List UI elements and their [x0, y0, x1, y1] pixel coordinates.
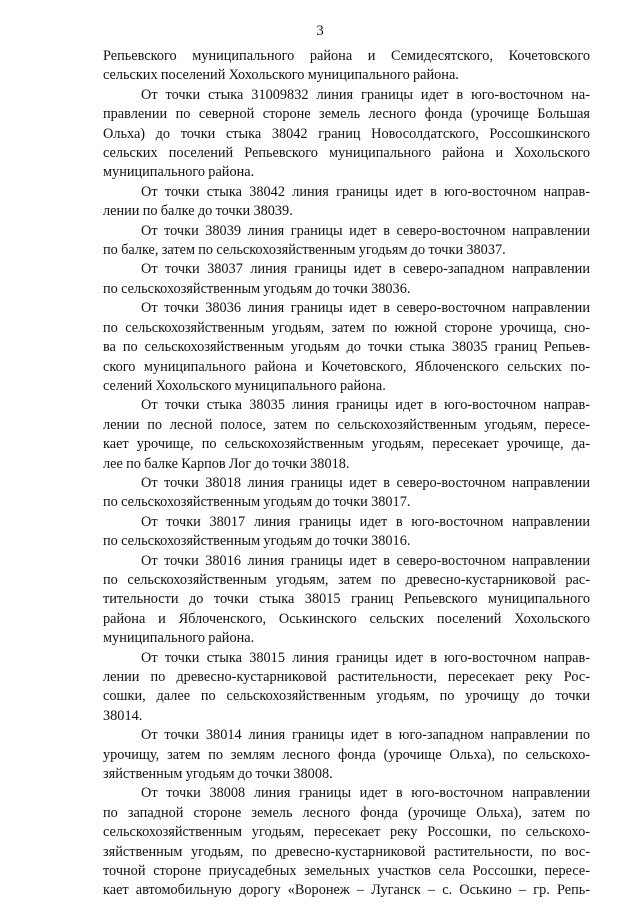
paragraph [103, 649, 590, 727]
text-line: по сельскохозяйственным угодьям до точки 38036. [103, 280, 411, 297]
paragraph [103, 552, 590, 649]
text-line: зяйственным угодьям до точки 38008. [103, 766, 333, 783]
text-line: по балке, затем по сельскохозяйственным угодьям до точки 38037. [103, 242, 506, 259]
text-line: правлении по северной стороне земель лесного фонда (урочище Большая [103, 106, 590, 123]
paragraph [103, 396, 590, 474]
text-line: От точки стыка 38015 линия границы идет в юго-восточном направ- [141, 649, 590, 666]
text-line: селений Хохольского муниципального района. [103, 377, 386, 394]
text-line: района и Яблоченского, Оськинского сельских поселений Хохольского [103, 610, 590, 627]
text-line: кает автомобильную дорогу «Воронеж – Луганск – с. Оськино – гр. Репь- [103, 882, 590, 899]
text-line: по сельскохозяйственным угодьям до точки 38016. [103, 533, 411, 550]
text-line: Репьевского муниципального района и Семидесятского, Кочетовского [103, 48, 590, 64]
paragraph [103, 222, 590, 261]
text-line: От точки стыка 38042 линия границы идет в юго-восточном направ- [141, 183, 590, 200]
paragraph [103, 260, 590, 299]
paragraph [103, 183, 590, 222]
paragraph [103, 726, 590, 784]
text-line: муниципального района. [103, 630, 255, 647]
text-line: Ольха) до точки стыка 38042 границ Новосолдатского, Россошкинского [103, 125, 590, 142]
text-line: От точки 38036 линия границы идет в северо-восточном направлении [141, 300, 590, 317]
text-line: От точки 38037 линия границы идет в северо-западном направлении [141, 261, 590, 278]
page-number: 3 [316, 23, 324, 39]
text-line: От точки 38014 линия границы идет в юго-западном направлении по [141, 727, 590, 744]
text-line: кает урочище, по сельскохозяйственным угодьям, пересекает урочище, да- [103, 436, 590, 453]
text-line: ского муниципального района и Кочетовского, Яблоченского сельских по- [103, 358, 590, 375]
text-line: лее по балке Карпов Лог до точки 38018. [103, 455, 350, 472]
text-line: сельскохозяйственным угодьям, пересекает реку Россошки, по сельскохо- [103, 824, 590, 841]
paragraph [103, 299, 590, 396]
text-line: ва по сельскохозяйственным угодьям до точки стыка 38035 границ Репьев- [103, 339, 590, 356]
text-line: 38014. [103, 707, 143, 724]
paragraph [103, 47, 590, 86]
text-line: лении по балке до точки 38039. [103, 203, 293, 220]
text-line: От точки 38017 линия границы идет в юго-восточном направлении [141, 513, 590, 530]
text-line: по сельскохозяйственным угодьям до точки 38017. [103, 494, 411, 511]
text-line: урочищу, затем по землям лесного фонда (урочище Ольха), по сельскохо- [103, 746, 590, 763]
document-body [103, 47, 590, 901]
text-line: тительности до точки стыка 38015 границ Репьевского муниципального [103, 591, 590, 608]
text-line: сельских поселений Хохольского муниципального района. [103, 67, 459, 84]
text-line: От точки 38018 линия границы идет в северо-восточном направлении [141, 474, 590, 491]
text-line: муниципального района. [103, 164, 255, 181]
text-line: точной стороне приусадебных земельных участков села Россошки, пересе- [103, 863, 590, 880]
text-line: лении по древесно-кустарниковой растительности, пересекает реку Рос- [103, 669, 590, 685]
paragraph [103, 86, 590, 183]
text-line: От точки стыка 38035 линия границы идет в юго-восточном направ- [141, 397, 590, 414]
text-line: по сельскохозяйственным угодьям, затем по древесно-кустарниковой рас- [103, 571, 590, 588]
text-line: сельских поселений Репьевского муниципального района и Хохольского [103, 145, 590, 162]
paragraph [103, 474, 590, 513]
text-line: От точки 38039 линия границы идет в северо-восточном направлении [141, 222, 590, 239]
text-line: зяйственным угодьям, по древесно-кустарниковой растительности, по вос- [103, 843, 590, 860]
text-line: лении по лесной полосе, затем по сельскохозяйственным угодьям, пересе- [103, 416, 590, 433]
paragraph [103, 513, 590, 552]
text-line: по западной стороне земель лесного фонда (урочище Ольха), затем по [103, 804, 590, 821]
text-line: От точки стыка 31009832 линия границы идет в юго-восточном на- [141, 86, 590, 103]
text-line: От точки 38008 линия границы идет в юго-восточном направлении [141, 785, 590, 802]
paragraph [103, 784, 590, 900]
text-line: сошки, далее по сельскохозяйственным угодьям, по урочищу до точки [103, 688, 590, 705]
text-line: по сельскохозяйственным угодьям, затем по южной стороне урочища, сно- [103, 319, 590, 336]
text-line: От точки 38016 линия границы идет в северо-восточном направлении [141, 552, 590, 569]
